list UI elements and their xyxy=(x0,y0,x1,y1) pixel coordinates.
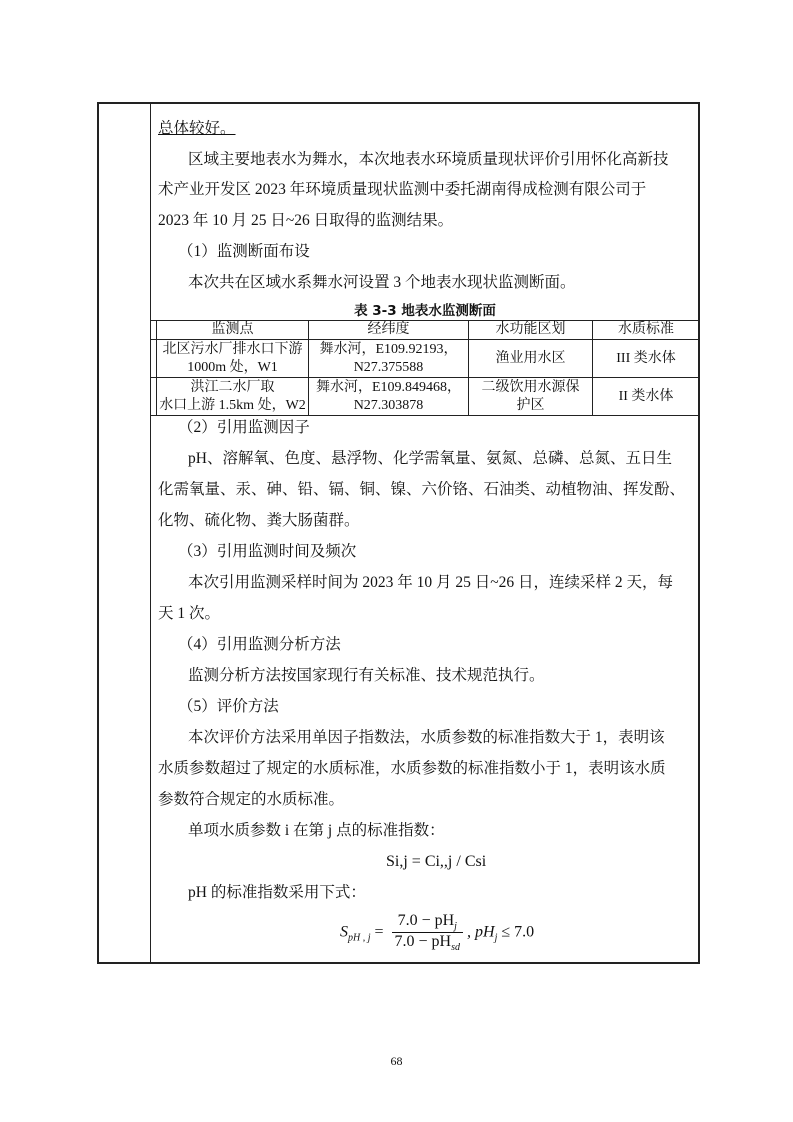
section-heading: （5）评价方法 xyxy=(178,698,279,715)
cell-text: 1000m 处，W1 xyxy=(187,359,278,375)
text-line: 总体较好。 xyxy=(158,120,236,137)
text-line: pH、溶解氧、色度、悬浮物、化学需氧量、氨氮、总磷、总氮、五日生 xyxy=(188,450,672,467)
column-divider xyxy=(150,102,151,964)
cell-text: N27.303878 xyxy=(353,397,424,413)
text-line: 本次引用监测采样时间为 2023 年 10 月 25 日~26 日，连续采样 2 天，每 xyxy=(188,574,674,591)
text-line: 水质参数超过了规定的水质标准，水质参数的标准指数小于 1，表明该水质 xyxy=(158,760,666,777)
math-text: pH , j xyxy=(348,932,371,944)
text-line: 天 1 次。 xyxy=(158,605,221,622)
zone-cell: 渔业用水区 xyxy=(469,340,593,378)
header-cell: 水功能区划 xyxy=(469,321,593,340)
coord-cell xyxy=(309,340,469,378)
text-line: 本次共在区域水系舞水河设置 3 个地表水现状监测断面。 xyxy=(188,274,576,291)
cell-text: 二级饮用水源保护区 xyxy=(481,379,580,413)
math-text: S xyxy=(340,923,348,941)
text-line: 化物、硫化物、粪大肠菌群。 xyxy=(158,512,360,529)
text-line: 术产业开发区 2023 年环境质量现状监测中委托湖南得成检测有限公司于 xyxy=(158,181,647,198)
math-text: j xyxy=(454,921,457,933)
table-header-row xyxy=(151,321,700,340)
text-line: pH 的标准指数采用下式： xyxy=(188,884,366,901)
formula-ph-index: $S_{pH , j}$ = $\frac{7.0 - pH_j}{7.0 - pH_{sd}}$ , $pH_j \le 7.0$ xyxy=(340,912,535,954)
formula-standard-index: Si,j = Ci,,j / Csi xyxy=(386,853,487,870)
text-line: 参数符合规定的水质标准。 xyxy=(158,791,345,808)
header-cell: 水质标准 xyxy=(593,321,700,340)
section-heading: （2）引用监测因子 xyxy=(178,419,310,436)
cell-text: N27.375588 xyxy=(353,359,424,375)
header-cell: 经纬度 xyxy=(309,321,469,340)
math-text: sd xyxy=(451,942,461,954)
cell-text: 洪江二水厂取 xyxy=(190,379,275,395)
cell-text: 北区污水厂排水口下游 xyxy=(162,341,303,357)
standard-cell: II 类水体 xyxy=(593,378,700,416)
math-text: 7.0 − pH xyxy=(397,912,455,929)
math-text: j xyxy=(494,932,498,944)
table-row xyxy=(151,340,700,378)
math-text: ≤ 7.0 xyxy=(501,923,535,941)
fraction xyxy=(392,912,463,953)
math-text: 7.0 − pH xyxy=(394,933,452,951)
text-line: 本次评价方法采用单因子指数法，水质参数的标准指数大于 1，表明该 xyxy=(188,729,665,746)
text-line: 2023 年 10 月 25 日~26 日取得的监测结果。 xyxy=(158,212,454,229)
zone-cell xyxy=(469,378,593,416)
text-line: 单项水质参数 i 在第 j 点的标准指数： xyxy=(188,822,445,839)
table-row xyxy=(151,378,700,416)
section-heading: （4）引用监测分析方法 xyxy=(178,636,341,653)
text-line: 监测分析方法按国家现行有关标准、技术规范执行。 xyxy=(188,667,545,684)
text-line: 化需氧量、汞、砷、铅、镉、铜、镍、六价铬、石油类、动植物油、挥发酚、 xyxy=(158,481,686,498)
math-text: , pH xyxy=(467,923,495,941)
point-cell xyxy=(157,378,309,416)
coord-cell xyxy=(309,378,469,416)
page-number: 68 xyxy=(390,1054,403,1068)
cell-text: 舞水河，E109.849468， xyxy=(315,379,462,395)
point-cell xyxy=(157,340,309,378)
cell-text: 水口上游 1.5km 处，W2 xyxy=(159,397,306,413)
monitoring-table xyxy=(150,320,700,416)
standard-cell: III 类水体 xyxy=(593,340,700,378)
text-line: 区域主要地表水为舞水，本次地表水环境质量现状评价引用怀化高新技 xyxy=(188,151,669,168)
table-caption: 表 3-3 地表水监测断面 xyxy=(354,303,496,319)
cell-text: 舞水河，E109.92193， xyxy=(319,341,458,357)
section-heading: （3）引用监测时间及频次 xyxy=(178,543,357,560)
header-cell: 监测点 xyxy=(157,321,309,340)
section-heading: （1）监测断面布设 xyxy=(178,243,310,260)
